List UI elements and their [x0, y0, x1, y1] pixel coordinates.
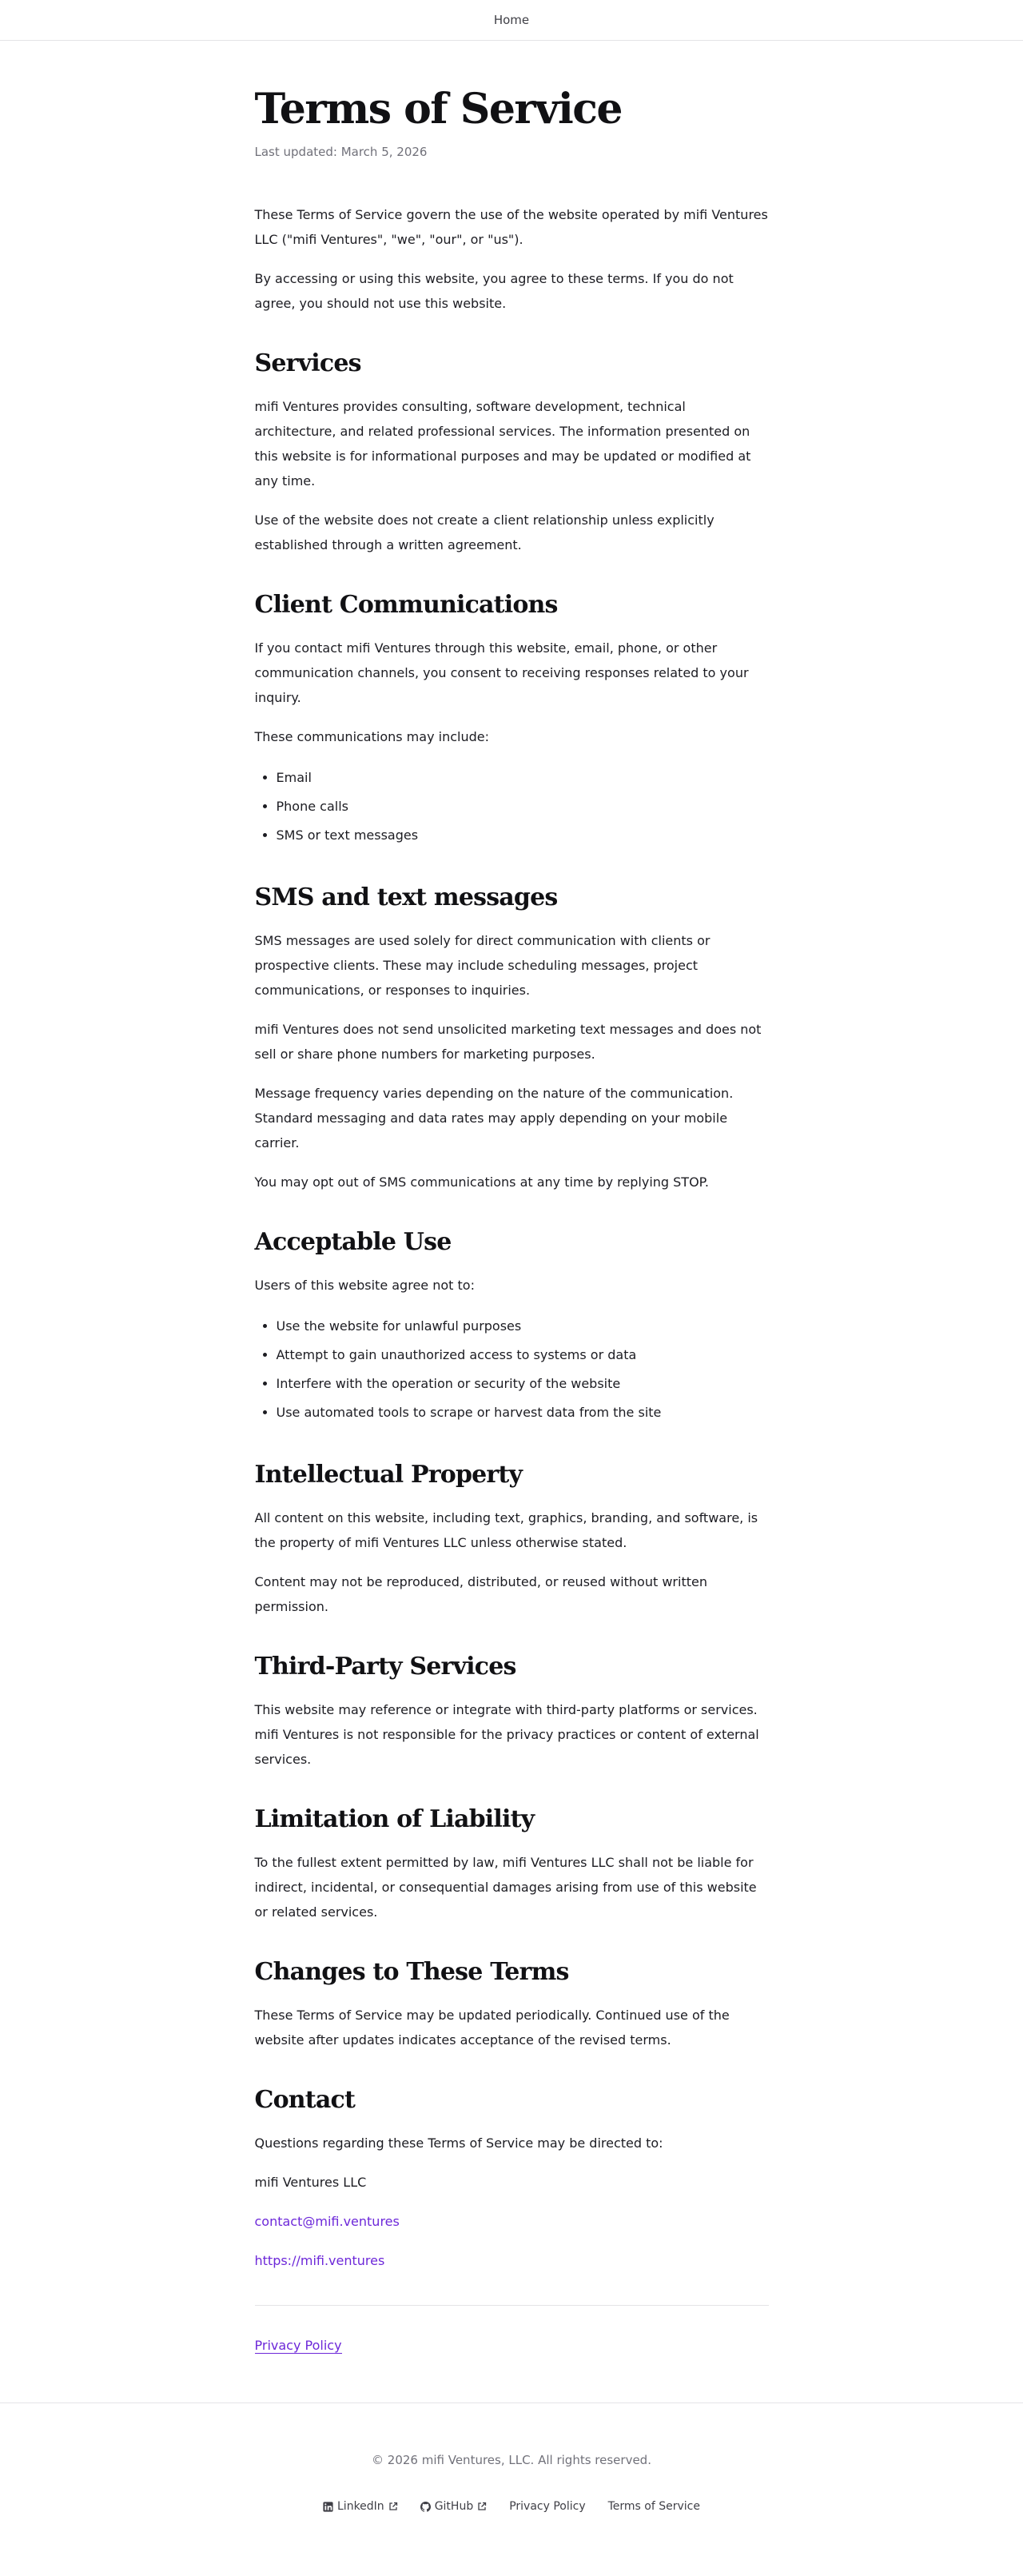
site-footer: [0, 2403, 1023, 2513]
client-communications-paragraph-1: If you contact mifi Ventures through this website, email, phone, or other communication channels, you consent to receiving responses related to your inquiry.: [254, 640, 749, 705]
changes-section: [255, 1956, 769, 2052]
footer-github-link[interactable]: [420, 2500, 488, 2513]
last-updated: Last updated: March 5, 2026: [254, 145, 428, 159]
list-item: • Use automated tools to scrape or harvest data from the site: [277, 1398, 769, 1427]
footer-terms-link[interactable]: Terms of Service: [607, 2500, 700, 2513]
sms-paragraph-1: SMS messages are used solely for direct communication with clients or prospective clients. These may include scheduling messages, project communications, or responses to inquiries.: [254, 933, 711, 998]
intro-paragraph-1: These Terms of Service govern the use of the website operated by mifi Ventures LLC ("mifi Ventures", "we", "our", or "us").: [254, 207, 768, 247]
acceptable-use-list: [255, 1312, 769, 1427]
intro-paragraph-2: By accessing or using this website, you agree to these terms. If you do not agree, you should not use this website.: [254, 271, 734, 311]
github-icon: [420, 2502, 431, 2512]
page-title: Terms of Service: [254, 85, 623, 134]
intellectual-property-section: [255, 1459, 769, 1619]
liability-section: [255, 1804, 769, 1924]
changes-heading: Changes to These Terms: [254, 1958, 569, 1986]
main-content: [255, 41, 769, 2353]
third-party-section: [255, 1651, 769, 1772]
client-communications-heading: Client Communications: [254, 591, 558, 619]
communications-list: [255, 764, 769, 850]
services-paragraph-2: Use of the website does not create a client relationship unless explicitly established through a written agreement.: [254, 512, 715, 552]
contact-company: mifi Ventures LLC: [254, 2175, 367, 2190]
footer-linkedin-link[interactable]: [323, 2500, 398, 2513]
third-party-heading: Third-Party Services: [254, 1653, 516, 1681]
intro-section: [255, 202, 769, 316]
contact-heading: Contact: [254, 2086, 356, 2114]
external-link-icon: [477, 2502, 487, 2511]
third-party-paragraph: This website may reference or integrate with third-party platforms or services. mifi Ventures is not responsible for the privacy practices or content of external services.: [254, 1702, 759, 1767]
footer-privacy-link[interactable]: Privacy Policy: [509, 2500, 586, 2513]
contact-email-link[interactable]: contact@mifi.ventures: [254, 2214, 400, 2229]
liability-heading: Limitation of Liability: [254, 1805, 535, 1833]
changes-paragraph: These Terms of Service may be updated periodically. Continued use of the website after updates indicates acceptance of the revised terms.: [254, 2008, 730, 2048]
acceptable-use-section: [255, 1226, 769, 1427]
copyright-text: © 2026 mifi Ventures, LLC. All rights reserved.: [372, 2453, 651, 2467]
contact-website-row: [255, 2248, 769, 2273]
linkedin-icon: [323, 2502, 333, 2512]
sms-paragraph-2: mifi Ventures does not send unsolicited marketing text messages and does not sell or share phone numbers for marketing purposes.: [254, 1022, 762, 1062]
sms-section: [255, 882, 769, 1194]
intellectual-property-heading: Intellectual Property: [254, 1461, 523, 1489]
acceptable-use-paragraph: Users of this website agree not to:: [254, 1278, 475, 1293]
services-paragraph-1: mifi Ventures provides consulting, software development, technical architecture, and related professional services. The information presented on this website is for informational purposes and may be updated or modified at any time.: [254, 399, 751, 488]
intellectual-property-paragraph-1: All content on this website, including text, graphics, branding, and software, is the property of mifi Ventures LLC unless otherwise stated.: [254, 1510, 758, 1550]
contact-section: [255, 2084, 769, 2273]
intellectual-property-paragraph-2: Content may not be reproduced, distributed, or reused without written permission.: [254, 1574, 707, 1614]
list-item: • Phone calls: [277, 792, 769, 821]
client-communications-paragraph-2: These communications may include:: [254, 729, 489, 744]
footer-github-label: GitHub: [434, 2500, 474, 2513]
footer-linkedin-label: LinkedIn: [337, 2500, 384, 2513]
client-communications-section: [255, 589, 769, 850]
liability-paragraph: To the fullest extent permitted by law, mifi Ventures LLC shall not be liable for indirect, incidental, or consequential damages arising from use of this website or related services.: [254, 1855, 757, 1920]
list-item: • Attempt to gain unauthorized access to systems or data: [277, 1341, 769, 1370]
services-heading: Services: [254, 349, 361, 377]
external-link-icon: [388, 2502, 398, 2511]
list-item: • Email: [277, 764, 769, 792]
footer-links: [0, 2500, 1023, 2513]
services-section: [255, 348, 769, 557]
sms-heading: SMS and text messages: [254, 883, 558, 911]
list-item: • Interfere with the operation or security of the website: [277, 1370, 769, 1398]
top-nav: [0, 0, 1023, 41]
sms-paragraph-4: You may opt out of SMS communications at any time by replying STOP.: [254, 1174, 709, 1190]
list-item: • SMS or text messages: [277, 821, 769, 850]
acceptable-use-heading: Acceptable Use: [254, 1228, 452, 1256]
nav-home-link[interactable]: Home: [493, 13, 530, 27]
list-item: • Use the website for unlawful purposes: [277, 1312, 769, 1341]
contact-email-row: [255, 2209, 769, 2234]
sms-paragraph-3: Message frequency varies depending on the nature of the communication. Standard messaging and data rates may apply depending on your mobile carrier.: [254, 1086, 734, 1150]
privacy-policy-link[interactable]: Privacy Policy: [254, 2338, 342, 2353]
contact-paragraph: Questions regarding these Terms of Service may be directed to:: [254, 2135, 663, 2151]
contact-website-link[interactable]: https://mifi.ventures: [254, 2253, 385, 2268]
divider: [255, 2305, 769, 2306]
